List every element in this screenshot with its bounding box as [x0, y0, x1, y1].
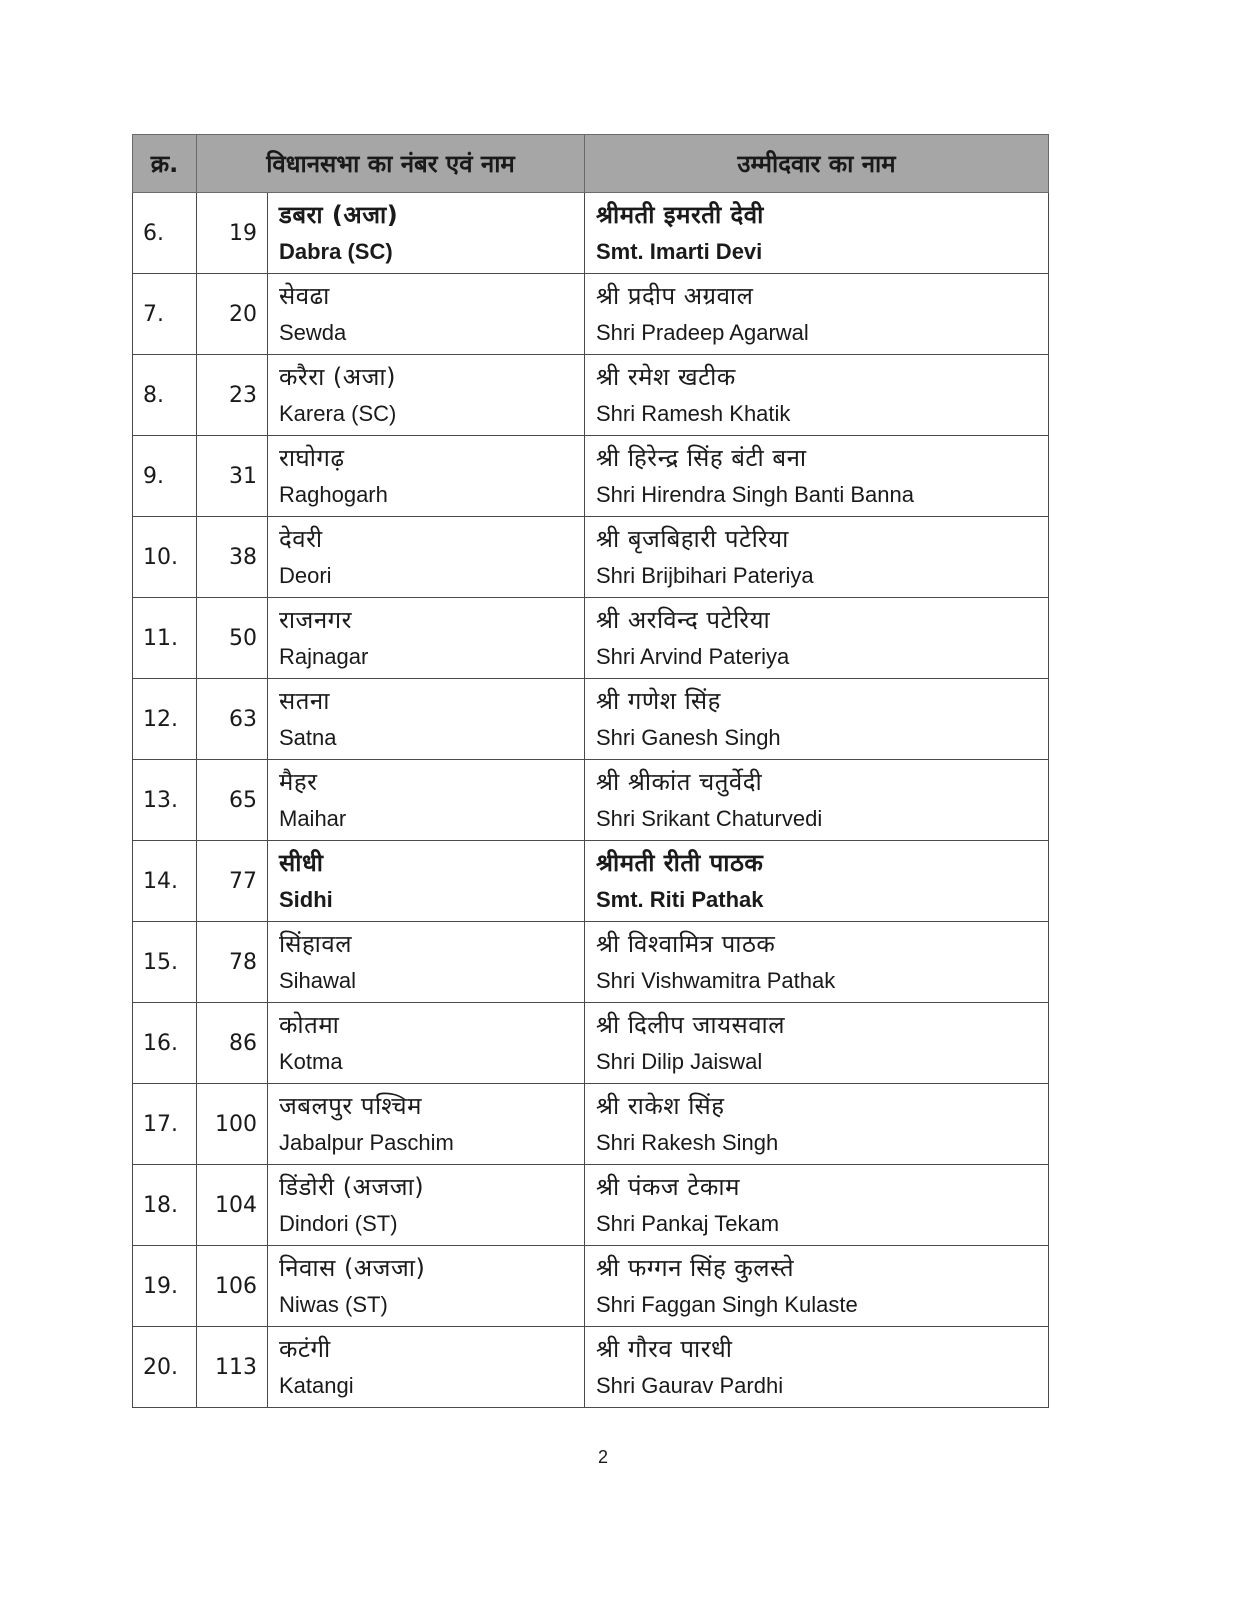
serial-number-cell: 13.: [133, 760, 197, 841]
candidate-name-hindi: श्री राकेश सिंह: [596, 1092, 725, 1120]
constituency-name-hindi: डबरा (अजा): [279, 201, 399, 229]
constituency-number-cell: 63: [197, 679, 268, 760]
constituency-name-cell: [268, 517, 585, 598]
candidate-name-hindi: श्री फग्गन सिंह कुलस्ते: [596, 1254, 795, 1282]
constituency-name-cell: [268, 1003, 585, 1084]
constituency-name-hindi: सिंहावल: [279, 930, 353, 958]
constituency-name-cell: [268, 436, 585, 517]
candidate-name-hindi: श्री गणेश सिंह: [596, 687, 721, 715]
constituency-name-english: Jabalpur Paschim: [279, 1130, 454, 1155]
constituency-name-cell: [268, 355, 585, 436]
candidate-name-hindi: श्री दिलीप जायसवाल: [596, 1011, 786, 1039]
constituency-name-english: Kotma: [279, 1049, 343, 1074]
constituency-number-cell: 20: [197, 274, 268, 355]
constituency-name-cell: [268, 1327, 585, 1408]
constituency-name-english: Dindori (ST): [279, 1211, 398, 1236]
constituency-name-english: Niwas (ST): [279, 1292, 388, 1317]
candidate-name-english: Shri Ramesh Khatik: [596, 401, 791, 426]
constituency-name-english: Deori: [279, 563, 332, 588]
constituency-name-cell: [268, 760, 585, 841]
constituency-name-english: Sihawal: [279, 968, 357, 993]
candidate-name-english: Shri Brijbihari Pateriya: [596, 563, 814, 588]
candidate-name-english: Shri Ganesh Singh: [596, 725, 781, 750]
table-row: [133, 1084, 1049, 1165]
candidate-name-hindi: श्रीमती इमरती देवी: [596, 201, 764, 229]
constituency-name-hindi: जबलपुर पश्चिम: [279, 1092, 423, 1120]
table-row: [133, 760, 1049, 841]
constituency-name-hindi: करैरा (अजा): [279, 363, 396, 391]
constituency-name-hindi: डिंडोरी (अजजा): [279, 1173, 425, 1201]
candidate-name-cell: [585, 760, 1049, 841]
table-row: [133, 517, 1049, 598]
candidate-name-cell: [585, 1165, 1049, 1246]
constituency-name-english: Sidhi: [279, 887, 333, 912]
table-row: [133, 1003, 1049, 1084]
header-serial-number: क्र.: [133, 135, 197, 193]
constituency-number-cell: 23: [197, 355, 268, 436]
constituency-name-hindi: मैहर: [279, 768, 318, 796]
table-row: [133, 841, 1049, 922]
serial-number-cell: 18.: [133, 1165, 197, 1246]
serial-number-cell: 11.: [133, 598, 197, 679]
constituency-name-cell: [268, 193, 585, 274]
constituency-name-hindi: कटंगी: [279, 1335, 331, 1363]
candidate-name-english: Shri Dilip Jaiswal: [596, 1049, 763, 1074]
constituency-name-cell: [268, 1246, 585, 1327]
candidate-name-hindi: श्री प्रदीप अग्रवाल: [596, 282, 754, 310]
constituency-name-english: Raghogarh: [279, 482, 388, 507]
serial-number-cell: 10.: [133, 517, 197, 598]
table-row: [133, 193, 1049, 274]
constituency-name-english: Rajnagar: [279, 644, 369, 669]
candidate-name-english: Shri Hirendra Singh Banti Banna: [596, 482, 914, 507]
constituency-number-cell: 106: [197, 1246, 268, 1327]
constituency-name-english: Katangi: [279, 1373, 354, 1398]
candidate-name-cell: [585, 355, 1049, 436]
candidate-name-hindi: श्री श्रीकांत चतुर्वेदी: [596, 768, 763, 796]
constituency-name-cell: [268, 841, 585, 922]
candidate-name-english: Shri Rakesh Singh: [596, 1130, 779, 1155]
constituency-number-cell: 78: [197, 922, 268, 1003]
candidate-name-hindi: श्री अरविन्द पटेरिया: [596, 606, 771, 634]
serial-number-cell: 14.: [133, 841, 197, 922]
table-row: [133, 1165, 1049, 1246]
candidate-name-english: Shri Gaurav Pardhi: [596, 1373, 784, 1398]
constituency-name-cell: [268, 922, 585, 1003]
constituency-name-english: Satna: [279, 725, 337, 750]
candidate-name-hindi: श्रीमती रीती पाठक: [596, 849, 764, 877]
serial-number-cell: 6.: [133, 193, 197, 274]
constituency-name-cell: [268, 679, 585, 760]
serial-number-cell: 8.: [133, 355, 197, 436]
serial-number-cell: 15.: [133, 922, 197, 1003]
candidate-name-cell: [585, 841, 1049, 922]
serial-number-cell: 17.: [133, 1084, 197, 1165]
constituency-name-cell: [268, 274, 585, 355]
candidate-name-english: Shri Faggan Singh Kulaste: [596, 1292, 858, 1317]
candidate-name-cell: [585, 436, 1049, 517]
candidate-name-cell: [585, 274, 1049, 355]
constituency-name-hindi: सतना: [279, 687, 330, 715]
candidate-name-hindi: श्री हिरेन्द्र सिंह बंटी बना: [596, 444, 807, 472]
candidate-name-english: Shri Srikant Chaturvedi: [596, 806, 823, 831]
candidate-name-cell: [585, 1003, 1049, 1084]
constituency-name-english: Dabra (SC): [279, 239, 393, 264]
constituency-name-hindi: राघोगढ़: [279, 444, 345, 472]
constituency-number-cell: 113: [197, 1327, 268, 1408]
constituency-name-hindi: राजनगर: [279, 606, 352, 634]
candidate-name-english: Smt. Imarti Devi: [596, 239, 763, 264]
table-header-row: [133, 135, 1049, 193]
candidate-list-table: [132, 134, 1049, 1408]
table-row: [133, 355, 1049, 436]
candidate-name-hindi: श्री बृजबिहारी पटेरिया: [596, 525, 789, 553]
serial-number-cell: 20.: [133, 1327, 197, 1408]
table-body: [133, 193, 1049, 1408]
candidate-name-hindi: श्री गौरव पारधी: [596, 1335, 733, 1363]
candidate-name-cell: [585, 1327, 1049, 1408]
table-row: [133, 1327, 1049, 1408]
header-candidate: उम्मीदवार का नाम: [585, 135, 1049, 193]
table-row: [133, 1246, 1049, 1327]
constituency-number-cell: 104: [197, 1165, 268, 1246]
candidate-name-cell: [585, 517, 1049, 598]
serial-number-cell: 19.: [133, 1246, 197, 1327]
candidate-name-cell: [585, 598, 1049, 679]
constituency-number-cell: 31: [197, 436, 268, 517]
serial-number-cell: 7.: [133, 274, 197, 355]
constituency-name-hindi: देवरी: [279, 525, 323, 553]
constituency-name-english: Sewda: [279, 320, 347, 345]
constituency-name-hindi: निवास (अजजा): [279, 1254, 426, 1282]
table-row: [133, 679, 1049, 760]
candidate-name-cell: [585, 1246, 1049, 1327]
candidate-name-english: Shri Vishwamitra Pathak: [596, 968, 836, 993]
table-row: [133, 598, 1049, 679]
constituency-number-cell: 38: [197, 517, 268, 598]
candidate-name-english: Shri Pankaj Tekam: [596, 1211, 780, 1236]
candidate-name-cell: [585, 679, 1049, 760]
candidate-name-hindi: श्री पंकज टेकाम: [596, 1173, 740, 1201]
constituency-name-cell: [268, 1165, 585, 1246]
table-row: [133, 274, 1049, 355]
candidate-name-cell: [585, 922, 1049, 1003]
candidate-name-cell: [585, 1084, 1049, 1165]
constituency-name-hindi: सेवढा: [279, 282, 330, 310]
header-constituency: विधानसभा का नंबर एवं नाम: [197, 135, 585, 193]
constituency-name-english: Karera (SC): [279, 401, 397, 426]
constituency-number-cell: 50: [197, 598, 268, 679]
constituency-number-cell: 100: [197, 1084, 268, 1165]
page-number: 2: [597, 1447, 608, 1467]
candidate-name-english: Shri Pradeep Agarwal: [596, 320, 809, 345]
serial-number-cell: 16.: [133, 1003, 197, 1084]
candidate-name-english: Smt. Riti Pathak: [596, 887, 764, 912]
serial-number-cell: 12.: [133, 679, 197, 760]
constituency-number-cell: 19: [197, 193, 268, 274]
constituency-number-cell: 65: [197, 760, 268, 841]
candidate-name-hindi: श्री रमेश खटीक: [596, 363, 736, 391]
candidate-name-english: Shri Arvind Pateriya: [596, 644, 790, 669]
candidate-name-hindi: श्री विश्वामित्र पाठक: [596, 930, 776, 958]
constituency-name-english: Maihar: [279, 806, 347, 831]
table-row: [133, 436, 1049, 517]
constituency-name-cell: [268, 1084, 585, 1165]
constituency-name-cell: [268, 598, 585, 679]
table-row: [133, 922, 1049, 1003]
constituency-name-hindi: सीधी: [279, 849, 324, 877]
constituency-name-hindi: कोतमा: [279, 1011, 340, 1039]
constituency-number-cell: 86: [197, 1003, 268, 1084]
constituency-number-cell: 77: [197, 841, 268, 922]
candidate-name-cell: [585, 193, 1049, 274]
serial-number-cell: 9.: [133, 436, 197, 517]
